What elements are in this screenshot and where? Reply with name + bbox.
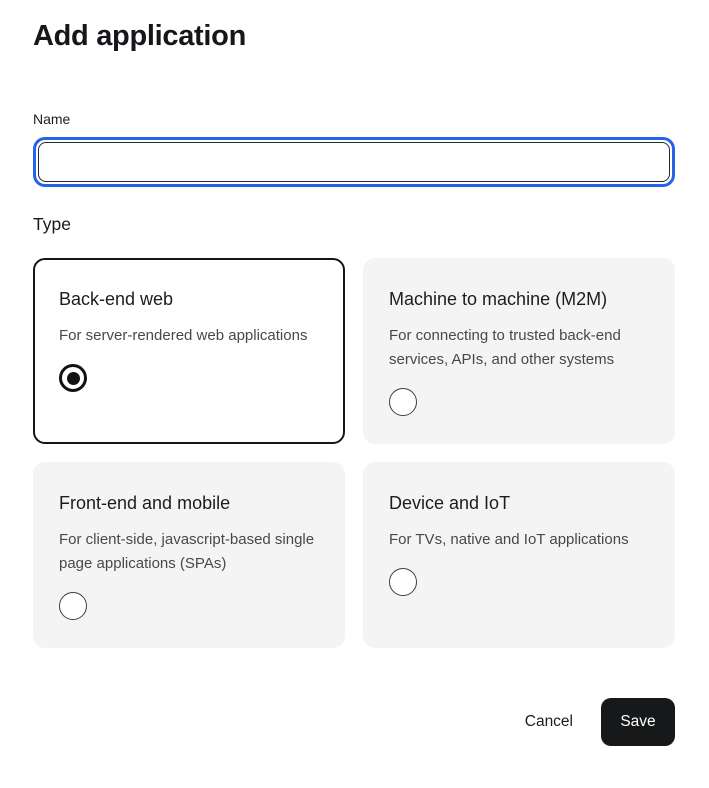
option-description: For server-rendered web applications xyxy=(59,327,308,344)
name-input[interactable] xyxy=(38,142,670,182)
radio-button[interactable] xyxy=(59,592,87,620)
radio-button[interactable] xyxy=(389,568,417,596)
type-option-grid xyxy=(33,258,675,648)
option-title: Machine to machine (M2M) xyxy=(389,289,608,309)
type-option-frontend-mobile[interactable] xyxy=(33,462,345,648)
type-label: Type xyxy=(33,214,71,234)
option-title: Front-end and mobile xyxy=(59,493,231,513)
cancel-button[interactable]: Cancel xyxy=(511,701,587,743)
radio-button[interactable] xyxy=(389,388,417,416)
type-option-machine-to-machine[interactable] xyxy=(363,258,675,444)
type-option-device-iot[interactable] xyxy=(363,462,675,648)
option-title: Back-end web xyxy=(59,289,174,309)
page-title: Add application xyxy=(33,20,247,52)
name-label: Name xyxy=(33,111,71,127)
type-option-backend-web[interactable] xyxy=(33,258,345,444)
option-description: For connecting to trusted back-end services, APIs, and other systems xyxy=(389,327,621,368)
name-input-focus-ring xyxy=(33,137,675,187)
option-description: For TVs, native and IoT applications xyxy=(389,531,629,548)
dialog-footer xyxy=(33,698,675,746)
save-button[interactable]: Save xyxy=(601,698,675,746)
radio-button[interactable] xyxy=(59,364,87,392)
option-title: Device and IoT xyxy=(389,493,511,513)
option-description: For client-side, javascript-based single page applications (SPAs) xyxy=(59,531,315,572)
